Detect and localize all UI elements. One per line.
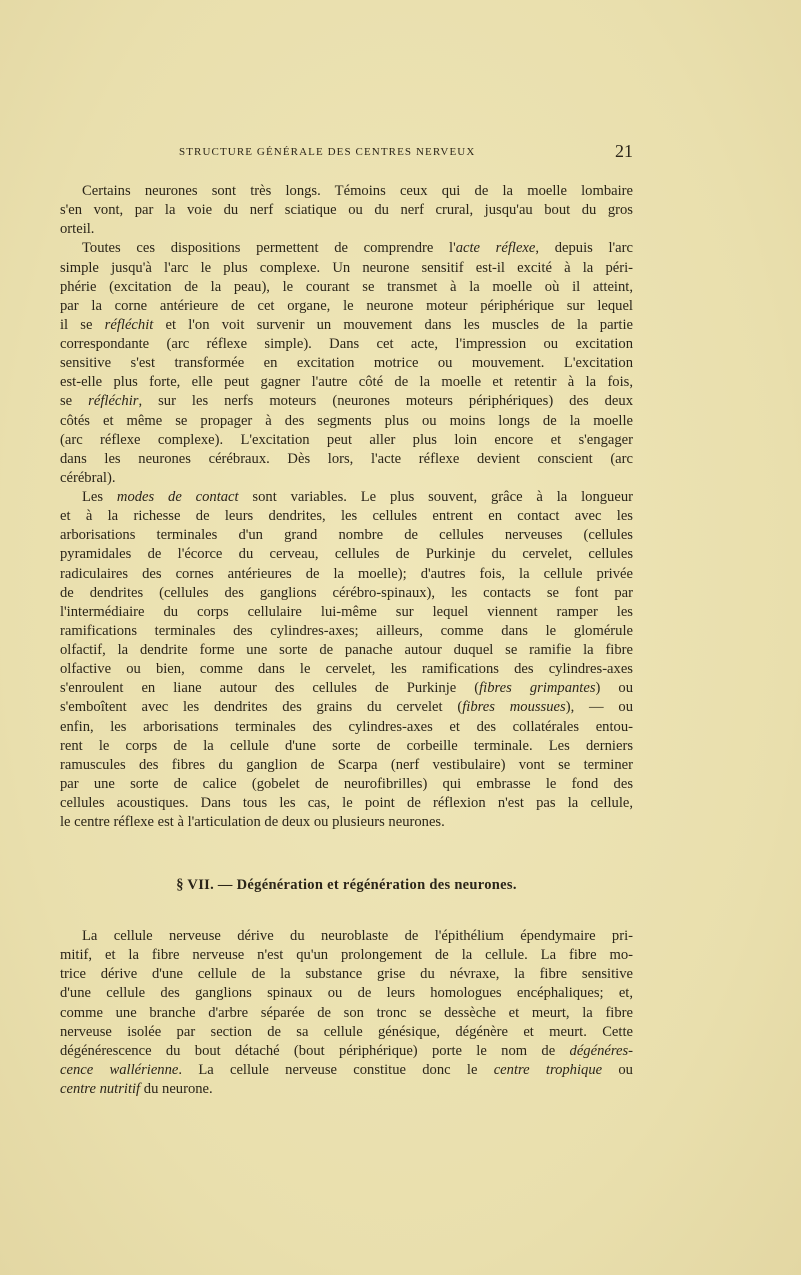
text-segment: s'en vont, par la voie du nerf sciatique ou du nerf crural, jusqu'au bout du gros bbox=[60, 202, 633, 219]
text-segment: orteil. bbox=[60, 221, 95, 238]
body-text-top bbox=[60, 182, 633, 832]
text-segment: ), — ou bbox=[565, 699, 633, 716]
text-line bbox=[60, 775, 633, 794]
text-segment: est-elle plus forte, elle peut gagner l'autre côté de la moelle et retentir à la fois, bbox=[60, 374, 633, 391]
text-segment: sont variables. Le plus souvent, grâce à la longueur bbox=[238, 489, 633, 505]
text-segment: . La cellule nerveuse constitue donc le bbox=[178, 1061, 494, 1078]
text-line bbox=[60, 201, 633, 220]
paragraph bbox=[60, 927, 633, 1099]
text-line bbox=[60, 679, 633, 698]
text-line bbox=[60, 545, 633, 564]
text-line bbox=[60, 1061, 633, 1080]
text-segment: et à la richesse de leurs dendrites, les cellules entrent en contact avec les bbox=[60, 508, 633, 525]
text-segment: côtés et même se propager à des segments plus ou moins longs de la moelle bbox=[60, 412, 633, 429]
text-line bbox=[60, 239, 633, 258]
italic-text: dégénéres- bbox=[569, 1042, 633, 1059]
text-segment: dans les neurones cérébraux. Dès lors, l'acte réflexe devient conscient (arc bbox=[60, 450, 633, 467]
text-line bbox=[60, 946, 633, 965]
text-line bbox=[60, 718, 633, 737]
text-line bbox=[60, 1004, 633, 1023]
text-line bbox=[60, 927, 633, 946]
text-segment: de dendrites (cellules des ganglions cérébro-spinaux), les contacts se font par bbox=[60, 584, 633, 601]
text-line bbox=[60, 603, 633, 622]
text-segment: phérie (excitation de la peau), le courant se transmet à la moelle où il atteint, bbox=[60, 278, 633, 295]
text-line bbox=[60, 450, 633, 469]
text-segment: ramifications terminales des cylindres-axes; ailleurs, comme dans le glomérule bbox=[60, 622, 633, 639]
text-segment: La cellule nerveuse dérive du neuroblaste de l'épithélium épendymaire pri- bbox=[82, 928, 633, 944]
text-segment: ) ou bbox=[595, 680, 634, 697]
text-line bbox=[60, 813, 633, 832]
text-segment: , sur les nerfs moteurs (neurones moteurs périphériques) des deux bbox=[138, 393, 634, 410]
text-segment: rent le corps de la cellule d'une sorte de corbeille terminale. Les derniers bbox=[60, 737, 633, 754]
text-segment: nerveuse isolée par section de sa cellule génésique, dégénère et meurt. Cette bbox=[60, 1023, 633, 1040]
page-number: 21 bbox=[615, 141, 633, 161]
text-line bbox=[60, 737, 633, 756]
text-segment: s'enroulent en liane autour des cellules de Purkinje ( bbox=[60, 680, 480, 697]
text-segment: ou bbox=[602, 1061, 633, 1078]
text-segment: Toutes ces dispositions permettent de comprendre l' bbox=[82, 240, 456, 257]
text-segment: par une sorte de calice (gobelet de neurofibrilles) qui embrasse le fond des bbox=[60, 775, 633, 792]
text-segment: cellules acoustiques. Dans tous les cas, le point de réflexion n'est pas la cellule, bbox=[60, 795, 633, 811]
text-segment: Certains neurones sont très longs. Témoins ceux qui de la moelle lombaire bbox=[82, 183, 633, 199]
text-segment: il se bbox=[60, 316, 105, 333]
text-line bbox=[60, 984, 633, 1003]
text-segment: s'emboîtent avec les dendrites des grains du cervelet ( bbox=[60, 699, 463, 716]
body-text-bottom bbox=[60, 927, 633, 1099]
italic-text: centre trophique bbox=[493, 1061, 603, 1078]
text-line bbox=[60, 965, 633, 984]
text-line bbox=[60, 182, 633, 201]
text-line bbox=[60, 1023, 633, 1042]
text-segment: correspondante (arc réflexe simple). Dans cet acte, l'impression ou excitation bbox=[60, 336, 633, 352]
text-segment: simple jusqu'à l'arc le plus complexe. Un neurone sensitif est-il excité à la péri- bbox=[60, 259, 633, 276]
text-segment: et l'on voit survenir un mouvement dans les muscles de la partie bbox=[153, 316, 633, 333]
text-line bbox=[60, 297, 633, 316]
running-head bbox=[60, 143, 633, 163]
text-line bbox=[60, 756, 633, 775]
text-line bbox=[60, 1080, 633, 1099]
text-segment: (arc réflexe complexe). L'excitation peut aller plus loin encore et s'engager bbox=[60, 431, 633, 448]
paragraph bbox=[60, 182, 633, 239]
section-heading: § VII. — Dégénération et régénération des neurones. bbox=[176, 877, 517, 893]
paragraph bbox=[60, 488, 633, 832]
text-line bbox=[60, 469, 633, 488]
text-segment: se bbox=[60, 393, 89, 410]
text-segment: Les bbox=[82, 489, 117, 505]
text-line bbox=[60, 698, 633, 717]
text-segment: ramuscules des fibres du ganglion de Scarpa (nerf vestibulaire) vont se terminer bbox=[60, 756, 633, 773]
text-line bbox=[60, 392, 633, 411]
text-segment: par la corne antérieure de cet organe, le neurone moteur périphérique sur lequel bbox=[60, 297, 633, 314]
text-segment: trice dérive d'une cellule de la substance grise du névraxe, la fibre sensitive bbox=[60, 966, 633, 983]
text-line bbox=[60, 412, 633, 431]
text-segment: d'une cellule des ganglions spinaux ou de leurs homologues encéphaliques; et, bbox=[60, 985, 633, 1002]
text-line bbox=[60, 641, 633, 660]
italic-text: réfléchir bbox=[88, 393, 139, 410]
text-segment: olfactif, la dendrite forme une sorte de panache autour duquel se ramifie la fibre bbox=[60, 642, 633, 658]
text-line bbox=[60, 507, 633, 526]
text-line bbox=[60, 431, 633, 450]
italic-text: centre nutritif bbox=[60, 1081, 141, 1097]
text-segment: olfactive ou bien, comme dans le cervelet, les ramifications des cylindres-axes bbox=[60, 661, 633, 678]
text-line bbox=[60, 278, 633, 297]
italic-text: cence wallérienne bbox=[60, 1061, 179, 1078]
text-line bbox=[60, 660, 633, 679]
text-line bbox=[60, 794, 633, 813]
text-segment: cérébral). bbox=[60, 469, 116, 486]
text-segment: enfin, les arborisations terminales des cylindres-axes et des collatérales entou- bbox=[60, 718, 633, 735]
text-segment: l'intermédiaire du corps cellulaire lui-même sur lequel viennent ramper les bbox=[60, 603, 633, 620]
running-title: structure générale des centres nerveux bbox=[179, 143, 476, 159]
text-line bbox=[60, 373, 633, 392]
text-line bbox=[60, 220, 633, 239]
text-line bbox=[60, 584, 633, 603]
text-segment: dégénérescence du bout détaché (bout périphérique) porte le nom de bbox=[60, 1042, 570, 1059]
italic-text: réfléchit bbox=[104, 316, 154, 333]
text-segment: pyramidales de l'écorce du cerveau, cellules de Purkinje du cervelet, cellules bbox=[60, 546, 633, 563]
paragraph bbox=[60, 239, 633, 488]
text-segment: sensitive s'est transformée en excitation motrice ou mouvement. L'excitation bbox=[60, 355, 633, 372]
text-line bbox=[60, 622, 633, 641]
text-segment: le centre réflexe est à l'articulation de deux ou plusieurs neurones. bbox=[60, 814, 445, 831]
text-line bbox=[60, 335, 633, 354]
italic-text: fibres grimpantes bbox=[479, 680, 596, 697]
text-line bbox=[60, 1042, 633, 1061]
text-segment: mitif, et la fibre nerveuse n'est qu'un prolongement de la cellule. La fibre mo- bbox=[60, 947, 633, 964]
text-line bbox=[60, 565, 633, 584]
text-line bbox=[60, 488, 633, 507]
text-segment: comme une branche d'arbre séparée de son tronc se dessèche et meurt, la fibre bbox=[60, 1004, 633, 1021]
text-line bbox=[60, 316, 633, 335]
text-segment: , depuis l'arc bbox=[535, 240, 633, 257]
italic-text: modes de contact bbox=[116, 489, 239, 505]
text-segment: radiculaires des cornes antérieures de la moelle); d'autres fois, la cellule privée bbox=[60, 565, 633, 582]
text-line bbox=[60, 526, 633, 545]
italic-text: acte réflexe bbox=[455, 240, 536, 257]
italic-text: fibres moussues bbox=[462, 699, 566, 716]
text-line bbox=[60, 259, 633, 278]
text-segment: arborisations terminales d'un grand nombre de cellules nerveuses (cellules bbox=[60, 527, 633, 544]
text-line bbox=[60, 354, 633, 373]
text-segment: du neurone. bbox=[140, 1081, 213, 1097]
